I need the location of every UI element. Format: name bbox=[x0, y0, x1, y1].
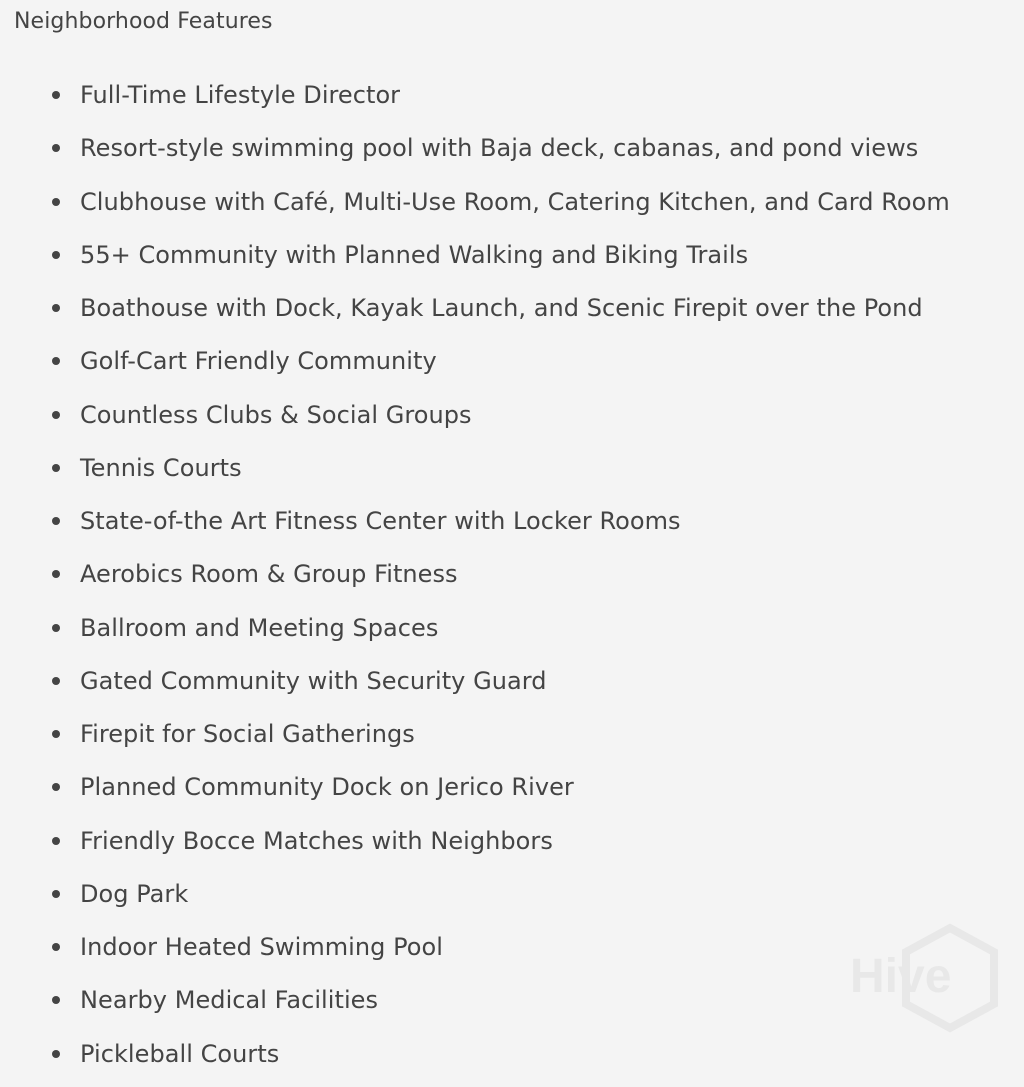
feature-item bbox=[52, 235, 1007, 288]
feature-text: Indoor Heated Swimming Pool bbox=[80, 933, 443, 961]
bullet-icon bbox=[52, 304, 60, 312]
bullet-icon bbox=[52, 357, 60, 365]
bullet-icon bbox=[52, 198, 60, 206]
feature-item bbox=[52, 608, 1007, 661]
feature-item bbox=[52, 341, 1007, 394]
feature-text: Nearby Medical Facilities bbox=[80, 986, 379, 1015]
bullet-icon bbox=[52, 624, 60, 632]
bullet-icon bbox=[52, 570, 60, 578]
feature-text: Tennis Courts bbox=[80, 453, 242, 482]
feature-item bbox=[52, 75, 1007, 128]
feature-item bbox=[52, 554, 1007, 607]
feature-text: Countless Clubs & Social Groups bbox=[80, 400, 472, 429]
bullet-icon bbox=[52, 783, 60, 791]
feature-text: Ballroom and Meeting Spaces bbox=[80, 613, 439, 642]
feature-item bbox=[52, 395, 1007, 448]
svg-text:Hive: Hive bbox=[850, 950, 952, 1003]
feature-text: Dog Park bbox=[80, 879, 189, 908]
feature-item bbox=[52, 501, 1007, 554]
bullet-icon bbox=[52, 730, 60, 738]
feature-text: Boathouse with Dock, Kayak Launch, and Scenic Firepit over the Pond bbox=[80, 294, 923, 322]
feature-text: Friendly Bocce Matches with Neighbors bbox=[80, 826, 553, 855]
feature-text: Clubhouse with Café, Multi-Use Room, Catering Kitchen, and Card Room bbox=[80, 187, 950, 216]
feature-item bbox=[52, 980, 1007, 1033]
feature-text: Resort-style swimming pool with Baja deck, cabanas, and pond views bbox=[80, 134, 919, 163]
bullet-icon bbox=[52, 943, 60, 951]
bullet-icon bbox=[52, 91, 60, 99]
bullet-icon bbox=[52, 677, 60, 685]
feature-text: Aerobics Room & Group Fitness bbox=[80, 560, 458, 589]
feature-item bbox=[52, 448, 1007, 501]
feature-item bbox=[52, 714, 1007, 767]
feature-item bbox=[52, 128, 1007, 181]
feature-item bbox=[52, 288, 1007, 341]
feature-item bbox=[52, 767, 1007, 820]
bullet-icon bbox=[52, 1050, 60, 1058]
bullet-icon bbox=[52, 837, 60, 845]
bullet-icon bbox=[52, 890, 60, 898]
bullet-icon bbox=[52, 996, 60, 1004]
bullet-icon bbox=[52, 464, 60, 472]
feature-text: Firepit for Social Gatherings bbox=[80, 720, 415, 748]
feature-item bbox=[52, 927, 1007, 980]
bullet-icon bbox=[52, 144, 60, 152]
feature-text: Gated Community with Security Guard bbox=[80, 666, 547, 695]
feature-text: Golf-Cart Friendly Community bbox=[80, 347, 437, 376]
feature-text: State-of-the Art Fitness Center with Locker Rooms bbox=[80, 507, 681, 535]
feature-item bbox=[52, 661, 1007, 714]
feature-item bbox=[52, 182, 1007, 235]
feature-text: Pickleball Courts bbox=[80, 1039, 280, 1068]
section-title: Neighborhood Features bbox=[14, 9, 273, 34]
bullet-icon bbox=[52, 251, 60, 259]
bullet-icon bbox=[52, 411, 60, 419]
feature-text: Planned Community Dock on Jerico River bbox=[80, 773, 574, 802]
feature-item bbox=[52, 874, 1007, 927]
bullet-icon bbox=[52, 517, 60, 525]
feature-text: Full-Time Lifestyle Director bbox=[80, 81, 401, 109]
features-list bbox=[52, 75, 1007, 1087]
feature-item bbox=[52, 821, 1007, 874]
feature-text: 55+ Community with Planned Walking and Biking Trails bbox=[80, 240, 749, 269]
